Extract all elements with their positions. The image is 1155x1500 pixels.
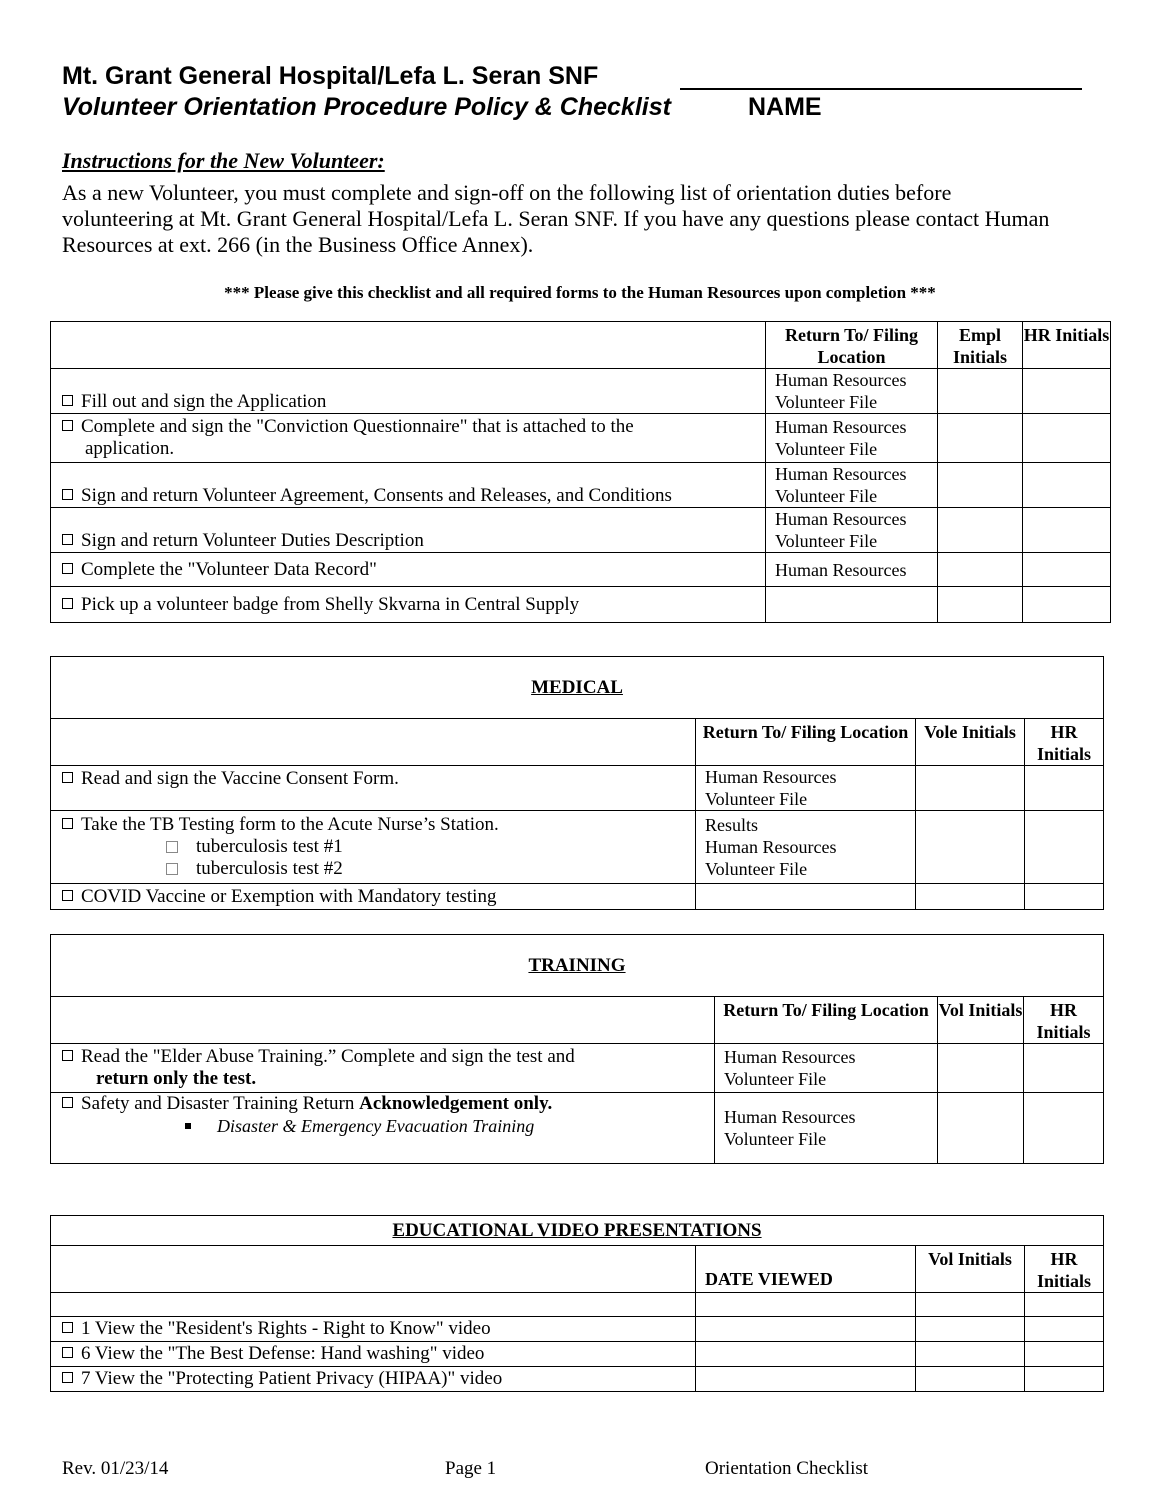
location-text: Results xyxy=(705,815,759,835)
table-row xyxy=(51,369,1111,414)
name-label: NAME xyxy=(748,93,822,121)
table-row xyxy=(51,463,1111,508)
empl-initials-cell[interactable] xyxy=(938,508,1023,553)
item-text: Pick up a volunteer badge from Shelly Skvarna in Central Supply xyxy=(81,593,580,615)
item-text: Complete the "Volunteer Data Record" xyxy=(81,558,377,580)
empl-initials-cell[interactable] xyxy=(938,369,1023,414)
location-text: Volunteer File xyxy=(775,486,878,506)
checkbox[interactable] xyxy=(166,863,178,875)
checkbox[interactable] xyxy=(62,1322,73,1333)
col-header-location: Return To/ Filing Location xyxy=(696,719,916,766)
item-text: Read and sign the Vaccine Consent Form. xyxy=(81,768,399,789)
location-text: Human Resources xyxy=(775,509,907,529)
location-text: Volunteer File xyxy=(724,1129,827,1149)
general-checklist-table xyxy=(50,321,1111,623)
checkbox[interactable] xyxy=(62,420,73,431)
hr-initials-cell[interactable] xyxy=(1025,1367,1104,1392)
hr-initials-cell[interactable] xyxy=(1025,766,1104,811)
checkbox[interactable] xyxy=(62,489,73,500)
instructions-body: As a new Volunteer, you must complete and sign-off on the following list of orientation duties before volunteering at Mt. Grant General Hospital/Lefa L. Seran SNF. If you have any questions please contact Human Resources at ext. 266 (in the Business Office Annex). xyxy=(62,180,1050,257)
item-text-continued: application. xyxy=(85,438,175,459)
section-title-videos: EDUCATIONAL VIDEO PRESENTATIONS xyxy=(51,1216,1104,1246)
item-text: Sign and return Volunteer Agreement, Consents and Releases, and Conditions xyxy=(81,485,672,506)
location-text: Human Resources xyxy=(724,1107,856,1127)
checkbox[interactable] xyxy=(62,1097,73,1108)
location-text: Volunteer File xyxy=(724,1069,827,1089)
table-header-row xyxy=(51,719,1104,766)
empl-initials-cell[interactable] xyxy=(938,553,1023,587)
table-row xyxy=(51,884,1104,910)
vol-initials-cell[interactable] xyxy=(938,1044,1024,1093)
location-text: Volunteer File xyxy=(775,531,878,551)
item-text: COVID Vaccine or Exemption with Mandatory testing xyxy=(81,885,497,907)
vol-initials-cell[interactable] xyxy=(916,1367,1025,1392)
item-text: Take the TB Testing form to the Acute Nurse’s Station. xyxy=(81,814,499,835)
bullet-icon xyxy=(185,1123,191,1129)
training-table xyxy=(50,934,1104,1164)
vol-initials-cell[interactable] xyxy=(916,1317,1025,1342)
instructions-heading: Instructions for the New Volunteer: xyxy=(62,148,385,173)
vol-initials-cell[interactable] xyxy=(916,766,1025,811)
videos-table xyxy=(50,1215,1104,1392)
hr-initials-cell[interactable] xyxy=(1024,1093,1104,1164)
checkbox[interactable] xyxy=(166,841,178,853)
hr-initials-cell[interactable] xyxy=(1024,1044,1104,1093)
item-text: Complete and sign the "Conviction Questionnaire" that is attached to the xyxy=(81,416,634,437)
col-header-empl-initials: Empl Initials xyxy=(938,322,1023,369)
footer-page-number: Page 1 xyxy=(445,1458,497,1479)
checkbox[interactable] xyxy=(62,598,73,609)
footer-document-name: Orientation Checklist xyxy=(705,1458,869,1479)
hr-initials-cell[interactable] xyxy=(1025,1342,1104,1367)
col-header-hr-initials: HR Initials xyxy=(1023,322,1111,369)
date-viewed-cell[interactable] xyxy=(696,1367,916,1392)
col-header-location: Return To/ Filing Location xyxy=(766,322,938,369)
checkbox[interactable] xyxy=(62,890,73,901)
section-title-medical: MEDICAL xyxy=(51,657,1104,719)
table-header-row xyxy=(51,1246,1104,1293)
col-header-date-viewed: DATE VIEWED xyxy=(696,1246,916,1293)
item-text: Fill out and sign the Application xyxy=(81,391,327,412)
hr-initials-cell[interactable] xyxy=(1025,811,1104,884)
form-subtitle: Volunteer Orientation Procedure Policy & Checklist xyxy=(62,93,671,121)
hr-initials-cell[interactable] xyxy=(1023,414,1111,463)
table-row xyxy=(51,553,1111,587)
table-row xyxy=(51,766,1104,811)
hr-initials-cell[interactable] xyxy=(1023,508,1111,553)
vol-initials-cell[interactable] xyxy=(916,1342,1025,1367)
vol-initials-cell[interactable] xyxy=(916,811,1025,884)
table-row xyxy=(51,1093,1104,1164)
checkbox[interactable] xyxy=(62,534,73,545)
col-header-hr-initials: HR Initials xyxy=(1025,1246,1104,1293)
item-text: 6 View the "The Best Defense: Hand washing" video xyxy=(81,1343,485,1364)
col-header-vol-initials: Vol Initials xyxy=(916,1246,1025,1293)
table-row xyxy=(51,508,1111,553)
col-header-hr-initials: HR Initials xyxy=(1024,997,1104,1044)
section-title-training: TRAINING xyxy=(51,935,1104,997)
location-text: Human Resources xyxy=(705,837,837,857)
checkbox[interactable] xyxy=(62,1372,73,1383)
table-row xyxy=(51,811,1104,884)
table-row xyxy=(51,1317,1104,1342)
completion-notice: *** Please give this checklist and all required forms to the Human Resources upon completion *** xyxy=(224,283,936,302)
hr-initials-cell[interactable] xyxy=(1025,884,1104,910)
sub-item-text: tuberculosis test #2 xyxy=(196,858,343,879)
col-header-hr-initials: HR Initials xyxy=(1025,719,1104,766)
empl-initials-cell[interactable] xyxy=(938,587,1023,623)
table-row xyxy=(51,587,1111,623)
col-header-location: Return To/ Filing Location xyxy=(715,997,938,1044)
location-text: Volunteer File xyxy=(705,789,808,809)
bullet-text: Disaster & Emergency Evacuation Training xyxy=(217,1116,535,1136)
location-text: Volunteer File xyxy=(775,439,878,459)
location-text: Volunteer File xyxy=(775,392,878,412)
name-signature-line[interactable] xyxy=(680,88,1082,90)
sub-item-text: tuberculosis test #1 xyxy=(196,836,343,857)
item-text: Safety and Disaster Training Return xyxy=(81,1093,360,1114)
checkbox[interactable] xyxy=(62,818,73,829)
hr-initials-cell[interactable] xyxy=(1023,463,1111,508)
location-text: Human Resources xyxy=(775,464,907,484)
checkbox[interactable] xyxy=(62,1050,73,1061)
table-row xyxy=(51,1367,1104,1392)
location-text: Human Resources xyxy=(775,559,907,580)
checkbox[interactable] xyxy=(62,772,73,783)
item-text: Sign and return Volunteer Duties Description xyxy=(81,530,424,551)
date-viewed-cell[interactable] xyxy=(696,1317,916,1342)
hr-initials-cell[interactable] xyxy=(1023,587,1111,623)
location-text: Human Resources xyxy=(775,417,907,437)
empl-initials-cell[interactable] xyxy=(938,463,1023,508)
location-text: Volunteer File xyxy=(705,859,808,879)
item-text: 1 View the "Resident's Rights - Right to Know" video xyxy=(81,1318,491,1339)
table-header-row xyxy=(51,997,1104,1044)
checkbox[interactable] xyxy=(62,1347,73,1358)
checkbox[interactable] xyxy=(62,395,73,406)
col-header-vol-initials: Vol Initials xyxy=(938,997,1024,1044)
item-text: Read the "Elder Abuse Training.” Complete and sign the test and xyxy=(81,1046,575,1067)
table-row xyxy=(51,1044,1104,1093)
col-header-vol-initials: Vole Initials xyxy=(916,719,1025,766)
medical-table xyxy=(50,656,1104,910)
item-text: 7 View the "Protecting Patient Privacy (HIPAA)" video xyxy=(81,1368,503,1389)
table-row xyxy=(51,1342,1104,1367)
date-viewed-cell[interactable] xyxy=(696,1342,916,1367)
vol-initials-cell[interactable] xyxy=(916,884,1025,910)
table-row xyxy=(51,414,1111,463)
vol-initials-cell[interactable] xyxy=(938,1093,1024,1164)
hr-initials-cell[interactable] xyxy=(1023,369,1111,414)
hr-initials-cell[interactable] xyxy=(1023,553,1111,587)
table-header-row xyxy=(51,322,1111,369)
form-title: Mt. Grant General Hospital/Lefa L. Seran SNF xyxy=(62,62,599,90)
empl-initials-cell[interactable] xyxy=(938,414,1023,463)
checkbox[interactable] xyxy=(62,563,73,574)
location-text: Human Resources xyxy=(705,767,837,787)
location-text: Human Resources xyxy=(775,370,907,390)
footer-revision: Rev. 01/23/14 xyxy=(62,1458,169,1479)
hr-initials-cell[interactable] xyxy=(1025,1317,1104,1342)
item-text-bold: Acknowledgement only. xyxy=(359,1093,553,1114)
location-text: Human Resources xyxy=(724,1047,856,1067)
item-text-bold: return only the test. xyxy=(96,1068,257,1089)
